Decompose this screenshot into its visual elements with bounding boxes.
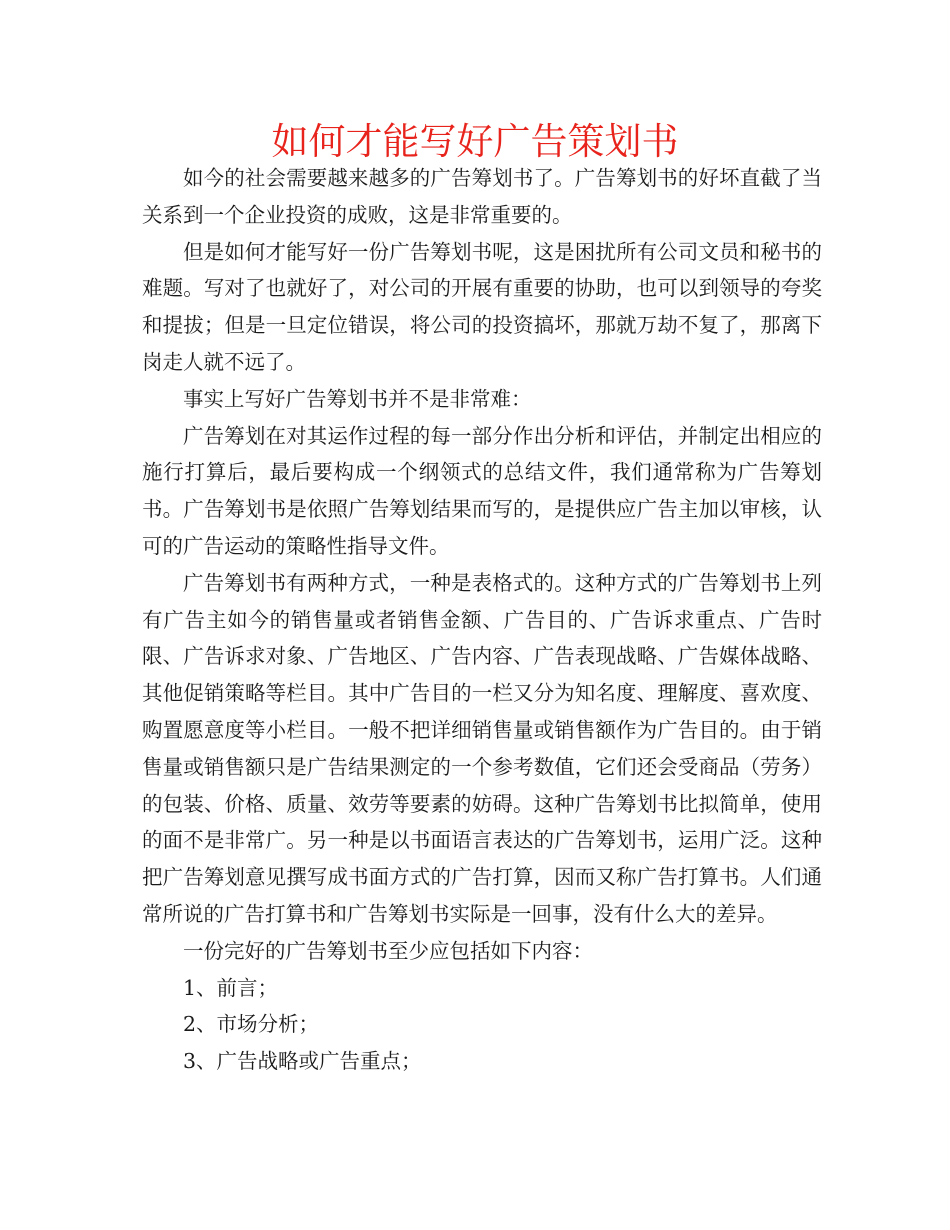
list-item: 2、市场分析；: [183, 1012, 320, 1037]
paragraph-intro: 如今的社会需要越来越多的广告筹划书了。广告筹划书的好坏直截了当关系到一个企业投资的成败，这是非常重要的。: [142, 166, 822, 227]
paragraph-not-hard: 事实上写好广告筹划书并不是非常难：: [183, 386, 532, 411]
paragraph-difficulty: 但是如何才能写好一份广告筹划书呢，这是困扰所有公司文员和秘书的难题。写对了也就好了，对公司的开展有重要的协助，也可以到领导的夸奖和提拔；但是一旦定位错误，将公司的投资搞坏，那就万劫不复了，那离下岗走人就不远了。: [142, 239, 822, 374]
paragraph-contents-intro: 一份完好的广告筹划书至少应包括如下内容：: [183, 938, 593, 963]
list-item: 1、前言；: [183, 975, 279, 1000]
document-title: 如何才能写好广告策划书: [271, 120, 679, 163]
paragraph-two-forms: 广告筹划书有两种方式，一种是表格式的。这种方式的广告筹划书上列有广告主如今的销售量或者销售金额、广告目的、广告诉求重点、广告时限、广告诉求对象、广告地区、广告内容、广告表现战略、广告媒体战略、其他促销策略等栏目。其中广告目的一栏又分为知名度、理解度、喜欢度、购置愿意度等小栏目。一般不把详细销售量或销售额作为广告目的。由于销售量或销售额只是广告结果测定的一个参考数值，它们还会受商品（劳务）的包装、价格、质量、效劳等要素的妨碍。这种广告筹划书比拟简单，使用的面不是非常广。另一种是以书面语言表达的广告筹划书，运用广泛。这种把广告筹划意见撰写成书面方式的广告打算，因而又称广告打算书。人们通常所说的广告打算书和广告筹划书实际是一回事，没有什么大的差异。: [142, 570, 822, 926]
paragraph-definition: 广告筹划在对其运作过程的每一部分作出分析和评估，并制定出相应的施行打算后，最后要构成一个纲领式的总结文件，我们通常称为广告筹划书。广告筹划书是依照广告筹划结果而写的，是提供应广告主加以审核，认可的广告运动的策略性指导文件。: [142, 423, 822, 558]
document-body: [142, 160, 822, 1080]
list-item: 3、广告战略或广告重点；: [183, 1049, 422, 1074]
